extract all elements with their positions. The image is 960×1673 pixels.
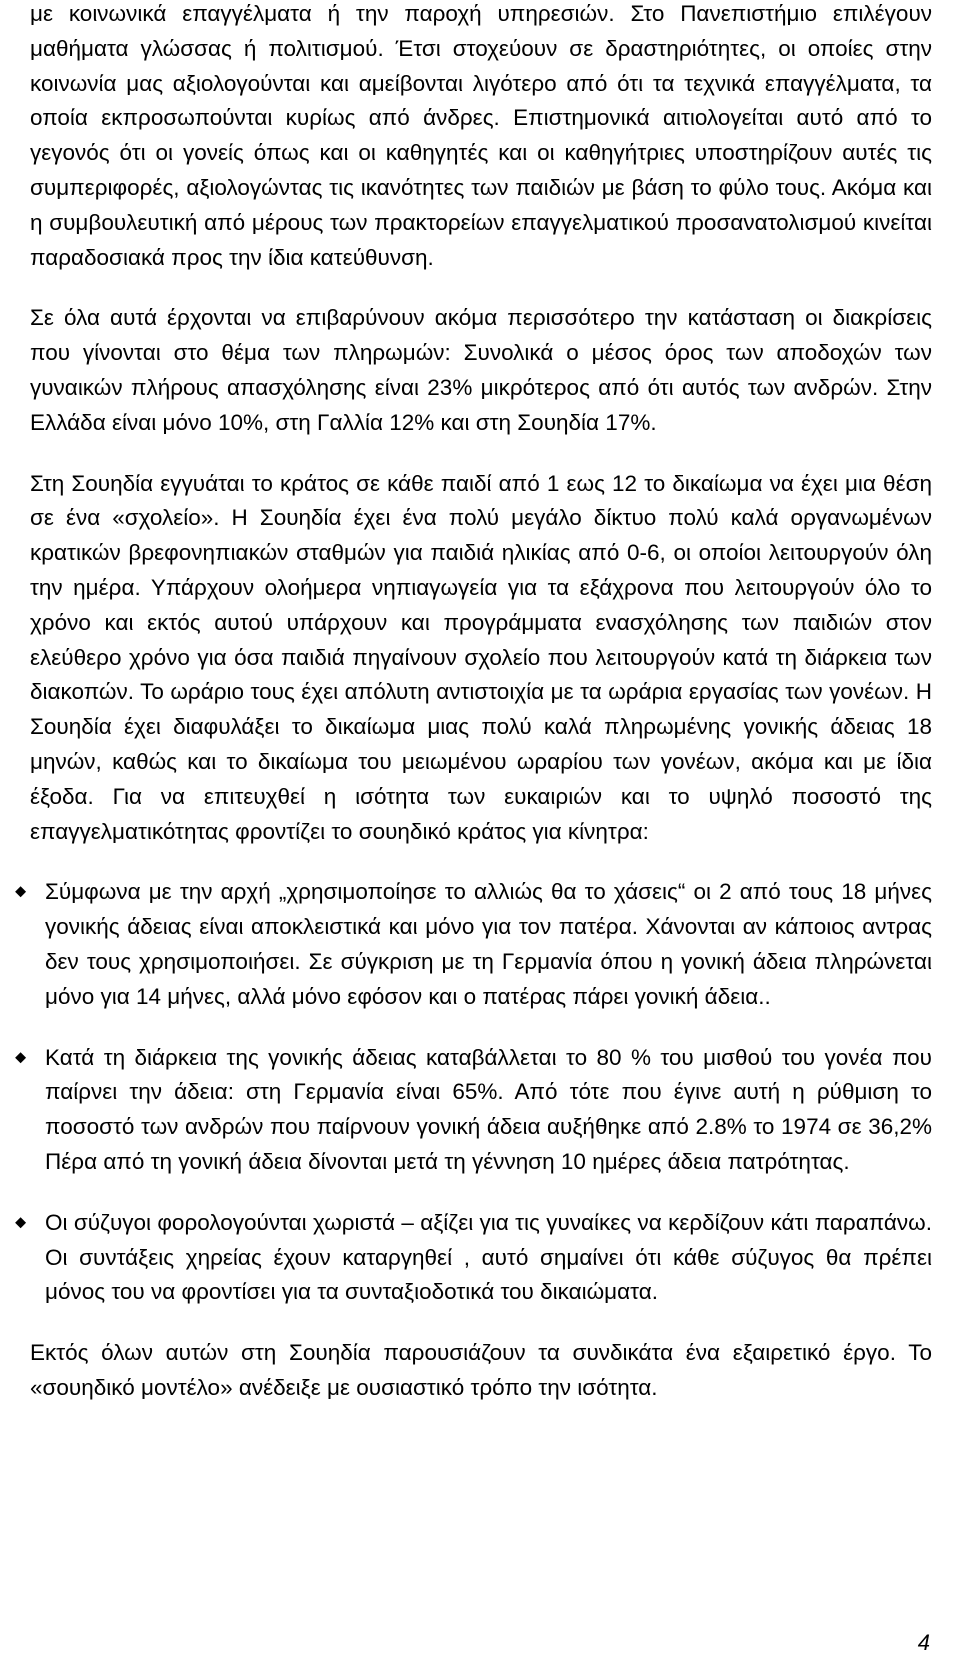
list-item xyxy=(15,1206,932,1310)
paragraph-3: Στη Σουηδία εγγυάται το κράτος σε κάθε παιδί από 1 εως 12 το δικαίωμα να έχει μια θέση σε ένα «σχολείο». Η Σουηδία έχει ένα πολύ μεγάλο δίκτυο πολύ καλά οργανωμένων κρατικών βρεφονηπιακών σταθμών για παιδιά ηλικίας από 0-6, οι οποίοι λειτουργούν όλη την ημέρα. Υπάρχουν ολοήμερα νηπιαγωγεία για τα εξάχρονα που λειτουργούν όλο το χρόνο και εκτός αυτού υπάρχουν και προγράμματα ενασχόλησης των παιδιών στον ελεύθερο χρόνο για όσα παιδιά πηγαίνουν σχολείο που λειτουργούν κατά τη διάρκεια των διακοπών. Το ωράριο τους έχει απόλυτη αντιστοιχία με τα ωράρια εργασίας των γονέων. Η Σουηδία έχει διαφυλάξει το δικαίωμα μιας πολύ καλά πληρωμένης γονικής άδειας 18 μηνών, καθώς και το δικαίωμα του μειωμένου ωραρίου των γονέων, ακόμα και με ίδια έξοδα. Για να επιτευχθεί η ισότητα των ευκαιριών και το υψηλό ποσοστό της επαγγελματικότητας φροντίζει το σουηδικό κράτος για κίνητρα: xyxy=(30,470,932,844)
closing-paragraph: Εκτός όλων αυτών στη Σουηδία παρουσιάζουν τα συνδικάτα ένα εξαιρετικό έργο. Το «σουηδικό μοντέλο» ανέδειξε με ουσιαστικό τρόπο την ισότητα. xyxy=(30,1340,932,1400)
paragraph-2: Σε όλα αυτά έρχονται να επιβαρύνουν ακόμα περισσότερο την κατάσταση οι διακρίσεις που γίνονται στο θέμα των πληρωμών: Συνολικά ο μέσος όρος των αποδοχών των γυναικών πλήρους απασχόλησης είναι 23% μικρότερος από ότι αυτός των ανδρών. Στην Ελλάδα είναι μόνο 10%, στη Γαλλία 12% και στη Σουηδία 17%. xyxy=(30,305,932,435)
paragraph-1: με κοινωνικά επαγγέλματα ή την παροχή υπηρεσιών. Στο Πανεπιστήμιο επιλέγουν μαθήματα γλώσσας ή πολιτισμού. Έτσι στοχεύουν σε δραστηριότητες, οι οποίες στην κοινωνία μας αξιολογούνται και αμείβονται λιγότερο από ότι τα τεχνικά επαγγέλματα, τα οποία εκπροσωπούνται κυρίως από άνδρες. Επιστημονικά αιτιολογείται αυτό από το γεγονός ότι οι γονείς όπως και οι καθηγητές και οι καθηγήτριες υποστηρίζουν αυτές τις συμπεριφορές, αξιολογώντας τις ικανότητες των παιδιών με βάση το φύλο τους. Ακόμα και η συμβουλευτική από μέρους των πρακτορείων επαγγελματικού προσανατολισμού κινείται παραδοσιακά προς την ίδια κατεύθυνση. xyxy=(30,1,932,270)
list-item xyxy=(15,1041,932,1180)
diamond-bullet-icon: ⬥ xyxy=(15,1048,27,1066)
page-number: 4 xyxy=(917,1630,930,1655)
list-item-text: Κατά τη διάρκεια της γονικής άδειας καταβάλλεται το 80 % του μισθού του γονέα που παίρνει την άδεια: στη Γερμανία είναι 65%. Από τότε που έγινε αυτή η ρύθμιση το ποσοστό των ανδρών που παίρνουν γονική άδεια αυξήθηκε από 2.8% το 1974 σε 36,2% Πέρα από τη γονική άδεια δίνονται μετά τη γέννηση 10 ημέρες άδεια πατρότητας. xyxy=(45,1044,932,1174)
diamond-bullet-icon: ⬥ xyxy=(15,883,27,901)
incentives-list xyxy=(15,875,932,1310)
list-item xyxy=(15,875,932,1014)
document-page xyxy=(15,0,932,1406)
list-item-text: Οι σύζυγοι φορολογούνται χωριστά – αξίζει για τις γυναίκες να κερδίζουν κάτι παραπάνω. Οι συντάξεις χηρείας έχουν καταργηθεί , αυτό σημαίνει ότι κάθε σύζυγος θα πρέπει μόνος του να φροντίσει για τα συνταξιοδοτικά του δικαιώματα. xyxy=(45,1209,932,1305)
list-item-text: Σύμφωνα με την αρχή „χρησιμοποίησε το αλλιώς θα το χάσεις“ οι 2 από τους 18 μήνες γονικής άδειας είναι αποκλειστικά και μόνο για τον πατέρα. Χάνονται αν κάποιος αντρας δεν τους χρησιμοποιήσει. Σε σύγκριση με τη Γερμανία όπου η γονική άδεια πληρώνεται μόνο για 14 μήνες, αλλά μόνο εφόσον και ο πατέρας πάρει γονική άδεια.. xyxy=(45,879,932,1009)
diamond-bullet-icon: ⬥ xyxy=(15,1213,27,1231)
